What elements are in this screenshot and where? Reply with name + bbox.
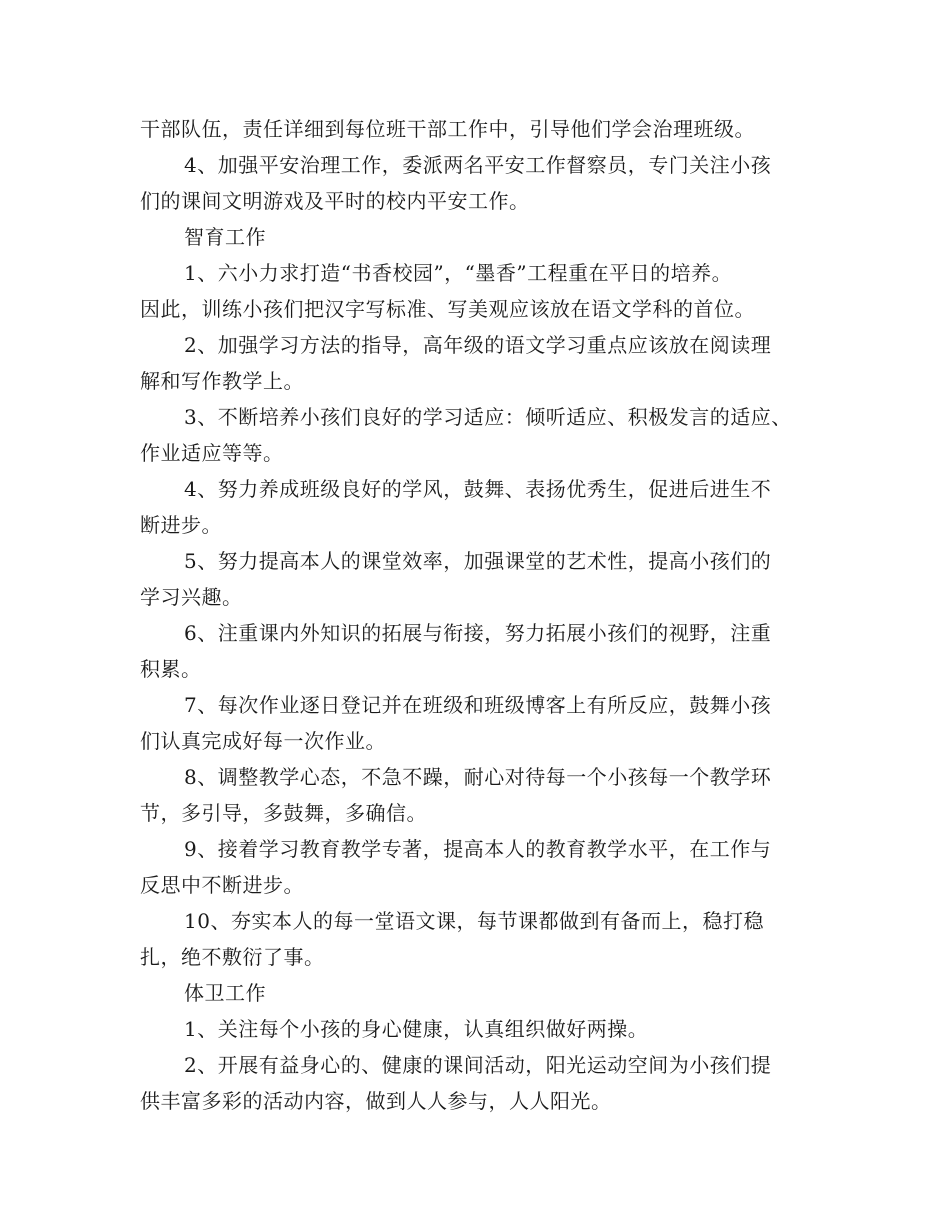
text-line: 节，多引导，多鼓舞，多确信。 [140, 801, 427, 825]
text-line: 1、六小力求打造“书香校园”，“墨香”工程重在平日的培养。 [184, 261, 733, 285]
text-line: 2、开展有益身心的、健康的课间活动，阳光运动空间为小孩们提 [184, 1053, 772, 1077]
text-line: 扎，绝不敷衍了事。 [140, 945, 325, 969]
section-heading: 智育工作 [184, 225, 266, 249]
text-line: 2、加强学习方法的指导，高年级的语文学习重点应该放在阅读理 [184, 333, 772, 357]
text-line: 3、不断培养小孩们良好的学习适应：倾听适应、积极发言的适应、 [184, 405, 792, 429]
text-line: 们的课间文明游戏及平时的校内平安工作。 [140, 189, 530, 213]
text-line: 们认真完成好每一次作业。 [140, 729, 386, 753]
text-line: 因此，训练小孩们把汉字写标准、写美观应该放在语文学科的首位。 [140, 297, 755, 321]
text-line: 解和写作教学上。 [140, 369, 304, 393]
text-line: 反思中不断进步。 [140, 873, 304, 897]
text-line: 5、努力提高本人的课堂效率，加强课堂的艺术性，提高小孩们的 [184, 549, 772, 573]
section-heading: 体卫工作 [184, 981, 266, 1005]
text-line: 学习兴趣。 [140, 585, 243, 609]
text-line: 4、加强平安治理工作，委派两名平安工作督察员，专门关注小孩 [184, 153, 772, 177]
text-line: 8、调整教学心态，不急不躁，耐心对待每一个小孩每一个教学环 [184, 765, 772, 789]
text-line: 6、注重课内外知识的拓展与衔接，努力拓展小孩们的视野，注重 [184, 621, 772, 645]
text-line: 7、每次作业逐日登记并在班级和班级博客上有所反应，鼓舞小孩 [184, 693, 772, 717]
text-line: 作业适应等等。 [140, 441, 284, 465]
text-line: 1、关注每个小孩的身心健康，认真组织做好两操。 [184, 1017, 649, 1041]
text-line: 干部队伍，责任详细到每位班干部工作中，引导他们学会治理班级。 [140, 117, 755, 141]
text-line: 10、夯实本人的每一堂语文课，每节课都做到有备而上，稳打稳 [184, 909, 764, 933]
text-line: 9、接着学习教育教学专著，提高本人的教育教学水平，在工作与 [184, 837, 772, 861]
text-line: 4、努力养成班级良好的学风，鼓舞、表扬优秀生，促进后进生不 [184, 477, 772, 501]
text-line: 供丰富多彩的活动内容，做到人人参与，人人阳光。 [140, 1089, 612, 1113]
text-line: 积累。 [140, 657, 202, 681]
text-line: 断进步。 [140, 513, 222, 537]
